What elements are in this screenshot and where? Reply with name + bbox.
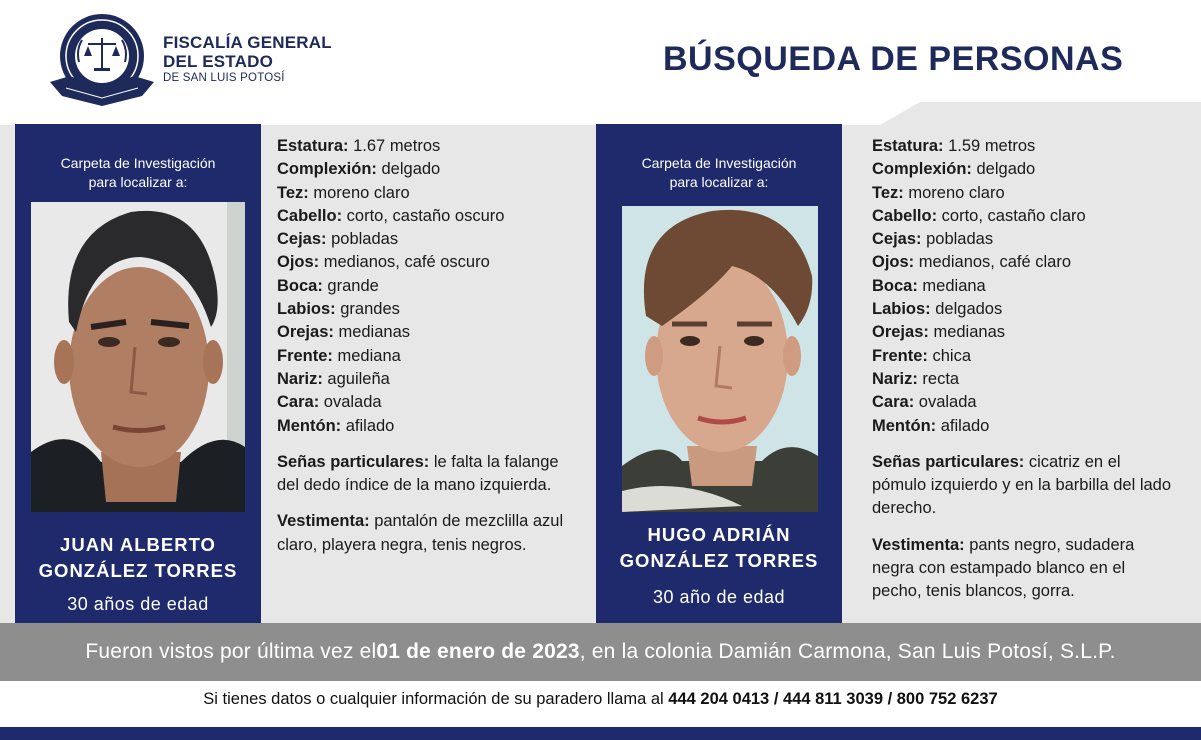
bottom-bar	[0, 727, 1201, 740]
attribute-label: Labios:	[872, 300, 931, 319]
attribute-row	[872, 415, 1177, 438]
attribute-value: ovalada	[914, 393, 977, 412]
case-caption	[596, 154, 842, 192]
distinguishing-marks	[277, 451, 577, 498]
person-age: 30 años de edad	[67, 594, 209, 614]
attribute-value: mediana	[917, 276, 986, 295]
attribute-row	[277, 228, 577, 251]
attribute-value: afilado	[341, 416, 395, 435]
person-name	[15, 532, 261, 584]
attribute-row	[277, 275, 577, 298]
person-details-2	[872, 135, 1177, 604]
attribute-value: pobladas	[921, 230, 994, 249]
org-name	[163, 33, 332, 86]
attribute-value: 1.67 metros	[348, 137, 441, 155]
attribute-row	[277, 182, 577, 205]
attribute-value: medianos, café oscuro	[319, 253, 490, 272]
attribute-label: Cara:	[872, 393, 915, 412]
person-card-2	[596, 124, 842, 623]
attribute-label: Nariz:	[872, 369, 918, 388]
attribute-list	[872, 135, 1177, 438]
attribute-label: Estatura:	[872, 137, 944, 155]
attribute-row	[872, 158, 1177, 181]
last-seen-banner	[0, 623, 1201, 681]
attribute-label: Ojos:	[277, 253, 320, 272]
case-caption	[15, 154, 261, 192]
caption-line1: Carpeta de Investigación	[641, 155, 797, 171]
attribute-row	[277, 321, 577, 344]
attribute-value: mediana	[332, 346, 401, 365]
attribute-row	[872, 182, 1177, 205]
attribute-row	[872, 275, 1177, 298]
page-title: BÚSQUEDA DE PERSONAS	[663, 40, 1124, 78]
contact-footer	[0, 690, 1201, 709]
person-name-line2: GONZÁLEZ TORRES	[38, 560, 238, 581]
attribute-value: 1.59 metros	[943, 137, 1036, 155]
attribute-value: delgados	[930, 300, 1003, 319]
attribute-label: Cejas:	[872, 230, 922, 249]
attribute-label: Cabello:	[277, 206, 343, 225]
attribute-row	[277, 251, 577, 274]
attribute-label: Cabello:	[872, 206, 938, 225]
attribute-row	[277, 298, 577, 321]
caption-line1: Carpeta de Investigación	[60, 155, 216, 171]
attribute-label: Boca:	[277, 276, 323, 295]
org-name-line3: DE SAN LUIS POTOSÍ	[163, 72, 285, 84]
attribute-value: medianos, café claro	[914, 253, 1072, 272]
person-name-line2: GONZÁLEZ TORRES	[619, 550, 819, 571]
marks-label: Señas particulares:	[277, 452, 430, 471]
clothing-label: Vestimenta:	[872, 535, 965, 554]
attribute-value: delgado	[971, 160, 1036, 179]
person-photo	[31, 202, 245, 512]
caption-line2: para localizar a:	[88, 174, 188, 190]
attribute-row	[872, 368, 1177, 391]
attribute-value: recta	[917, 369, 960, 388]
attribute-row	[872, 298, 1177, 321]
attribute-value: afilado	[936, 416, 990, 435]
attribute-row	[872, 135, 1177, 158]
last-seen-date: 01 de enero de 2023	[376, 640, 580, 663]
person-details-1	[277, 135, 577, 557]
clothing-label: Vestimenta:	[277, 512, 370, 531]
marks-value: le falta la falange del dedo índice de la mano izquierda.	[277, 452, 559, 495]
attribute-value: corto, castaño oscuro	[342, 206, 505, 225]
attribute-row	[277, 158, 577, 181]
attribute-label: Labios:	[277, 300, 336, 319]
person-photo	[622, 206, 818, 512]
attribute-label: Complexión:	[277, 160, 377, 179]
attribute-value: grandes	[335, 300, 400, 319]
attribute-value: medianas	[928, 323, 1006, 342]
clothing	[277, 510, 577, 557]
attribute-label: Tez:	[872, 183, 904, 202]
attribute-label: Frente:	[277, 346, 333, 365]
attribute-label: Mentón:	[872, 416, 937, 435]
attribute-label: Frente:	[872, 346, 928, 365]
org-name-line1: FISCALÍA GENERAL	[163, 33, 332, 52]
attribute-row	[277, 391, 577, 414]
attribute-label: Mentón:	[277, 416, 342, 435]
attribute-value: grande	[322, 276, 379, 295]
person-card-1	[15, 124, 261, 623]
clothing	[872, 534, 1177, 604]
org-name-line2: DEL ESTADO	[163, 52, 273, 71]
attribute-row	[872, 391, 1177, 414]
attribute-value: corto, castaño claro	[937, 206, 1086, 225]
attribute-row	[277, 135, 577, 158]
attribute-value: delgado	[376, 160, 441, 179]
attribute-label: Tez:	[277, 183, 309, 202]
attribute-value: moreno claro	[903, 183, 1005, 202]
attribute-row	[872, 345, 1177, 368]
marks-label: Señas particulares:	[872, 452, 1025, 471]
attribute-value: pobladas	[326, 230, 399, 249]
attribute-row	[872, 228, 1177, 251]
attribute-label: Orejas:	[872, 323, 929, 342]
person-age: 30 año de edad	[652, 587, 786, 607]
attribute-row	[277, 415, 577, 438]
person-name-line1: HUGO ADRIÁN	[647, 524, 791, 545]
fiscalia-seal-logo	[46, 10, 158, 114]
attribute-row	[277, 205, 577, 228]
attribute-value: medianas	[333, 323, 411, 342]
attribute-row	[872, 251, 1177, 274]
attribute-value: ovalada	[319, 393, 382, 412]
attribute-row	[872, 205, 1177, 228]
attribute-label: Estatura:	[277, 137, 349, 155]
marks-value: cicatriz en el pómulo izquierdo y en la barbilla del lado derecho.	[872, 452, 1172, 518]
person-name	[596, 522, 842, 574]
caption-line2: para localizar a:	[669, 174, 769, 190]
attribute-label: Ojos:	[872, 253, 915, 272]
attribute-label: Complexión:	[872, 160, 972, 179]
attribute-label: Boca:	[872, 276, 918, 295]
contact-text: Si tienes datos o cualquier información de su paradero llama al	[203, 690, 669, 708]
last-seen-prefix: Fueron vistos por última vez el	[85, 640, 377, 663]
person-name-line1: JUAN ALBERTO	[60, 534, 216, 555]
attribute-label: Nariz:	[277, 369, 323, 388]
clothing-value: pantalón de mezclilla azul claro, playera negra, tenis negros.	[277, 512, 564, 554]
attribute-label: Orejas:	[277, 323, 334, 342]
last-seen-location: , en la colonia Damián Carmona, San Luis Potosí, S.L.P.	[579, 640, 1116, 663]
attribute-value: moreno claro	[308, 183, 410, 202]
attribute-row	[872, 321, 1177, 344]
distinguishing-marks	[872, 451, 1177, 521]
attribute-label: Cara:	[277, 393, 320, 412]
attribute-value: chica	[927, 346, 972, 365]
clothing-value: pants negro, sudadera negra con estampado blanco en el pecho, tenis blancos, gorra.	[872, 535, 1135, 601]
attribute-list	[277, 135, 577, 438]
contact-phones: 444 204 0413 / 444 811 3039 / 800 752 6237	[668, 690, 998, 708]
attribute-row	[277, 368, 577, 391]
attribute-value: aguileña	[322, 369, 390, 388]
attribute-label: Cejas:	[277, 230, 327, 249]
attribute-row	[277, 345, 577, 368]
